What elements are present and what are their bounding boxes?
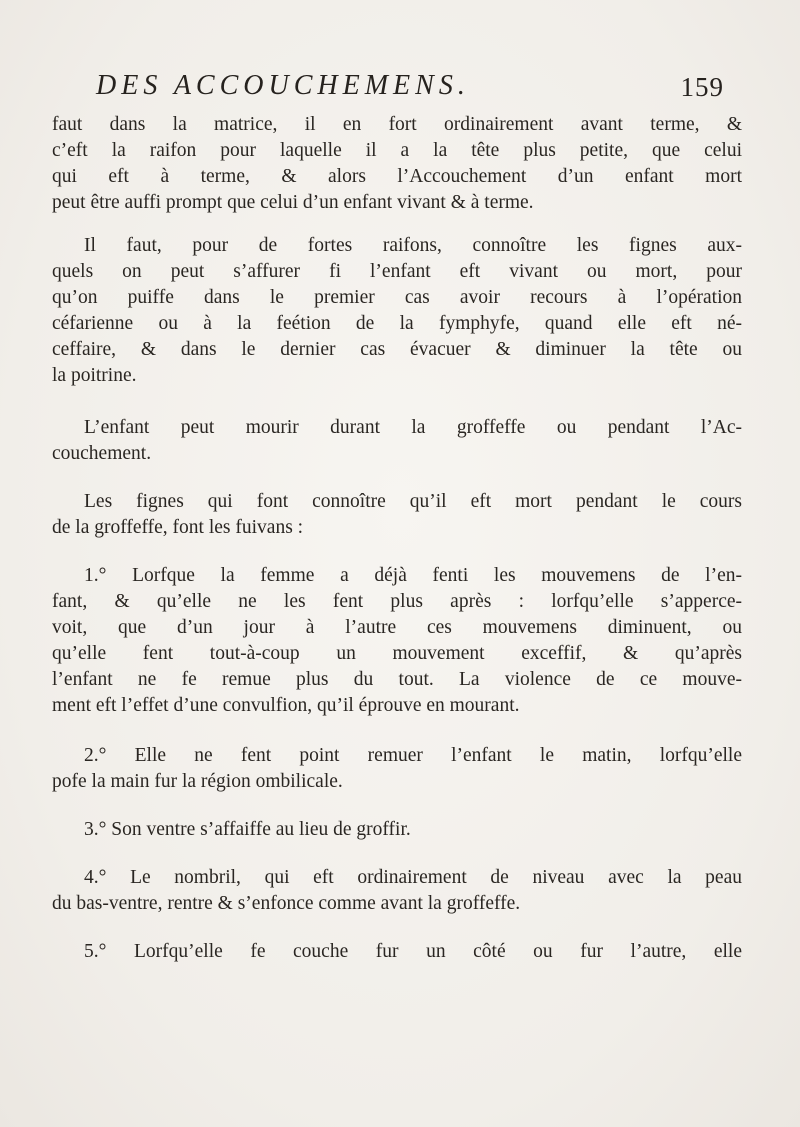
text-line: qu’elle fent tout-à-coup un mouvement exceffif, & qu’après	[52, 643, 742, 664]
paragraph	[52, 743, 742, 795]
text-line: de la groffeffe, font les fuivans :	[52, 517, 304, 538]
text-line: qu’on puiffe dans le premier cas avoir recours à l’opération	[52, 287, 742, 308]
text-line: 5.° Lorfqu’elle fe couche fur un côté ou fur l’autre, elle	[84, 941, 742, 962]
text-line: faut dans la matrice, il en fort ordinairement avant terme, &	[52, 114, 742, 135]
paragraph	[52, 563, 742, 719]
text-line: du bas-ventre, rentre & s’enfonce comme avant la groffeffe.	[52, 893, 521, 914]
text-line: c’eft la raifon pour laquelle il a la tête plus petite, que celui	[52, 140, 742, 161]
text-line: couchement.	[52, 443, 152, 464]
paragraph	[52, 112, 742, 216]
text-line: ceffaire, & dans le dernier cas évacuer & diminuer la tête ou	[52, 339, 742, 360]
page-header	[96, 70, 724, 110]
body-text	[52, 112, 742, 965]
text-line: quels on peut s’affurer fi l’enfant eft vivant ou mort, pour	[52, 261, 742, 282]
page-number: 159	[680, 72, 724, 102]
text-line: qui eft à terme, & alors l’Accouchement d’un enfant mort	[52, 166, 742, 187]
text-line: l’enfant ne fe remue plus du tout. La violence de ce mouve-	[52, 669, 742, 690]
paragraph	[52, 489, 742, 541]
paragraph	[52, 415, 742, 467]
text-line: 1.° Lorfque la femme a déjà fenti les mouvemens de l’en-	[84, 565, 742, 586]
text-line: Les fignes qui font connoître qu’il eft mort pendant le cours	[84, 491, 742, 512]
text-line: pofe la main fur la région ombilicale.	[52, 771, 343, 792]
text-line: 3.° Son ventre s’affaiffe au lieu de groffir.	[84, 819, 411, 840]
text-line: peut être auffi prompt que celui d’un enfant vivant & à terme.	[52, 192, 534, 213]
text-line: la poitrine.	[52, 365, 137, 386]
text-line: 2.° Elle ne fent point remuer l’enfant le matin, lorfqu’elle	[84, 745, 742, 766]
running-head: DES ACCOUCHEMENS.	[96, 70, 470, 101]
text-line: Il faut, pour de fortes raifons, connoître les fignes aux-	[84, 235, 742, 256]
paragraph	[52, 865, 742, 917]
paragraph	[52, 939, 742, 965]
text-line: céfarienne ou à la feétion de la fymphyfe, quand elle eft né-	[52, 313, 742, 334]
text-line: ment eft l’effet d’une convulfion, qu’il éprouve en mourant.	[52, 695, 520, 716]
text-line: fant, & qu’elle ne les fent plus après : lorfqu’elle s’apperce-	[52, 591, 742, 612]
text-line: voit, que d’un jour à l’autre ces mouvemens diminuent, ou	[52, 617, 742, 638]
text-line: 4.° Le nombril, qui eft ordinairement de niveau avec la peau	[84, 867, 742, 888]
paragraph	[52, 817, 742, 843]
text-line: L’enfant peut mourir durant la groffeffe ou pendant l’Ac-	[84, 417, 742, 438]
paragraph	[52, 233, 742, 389]
